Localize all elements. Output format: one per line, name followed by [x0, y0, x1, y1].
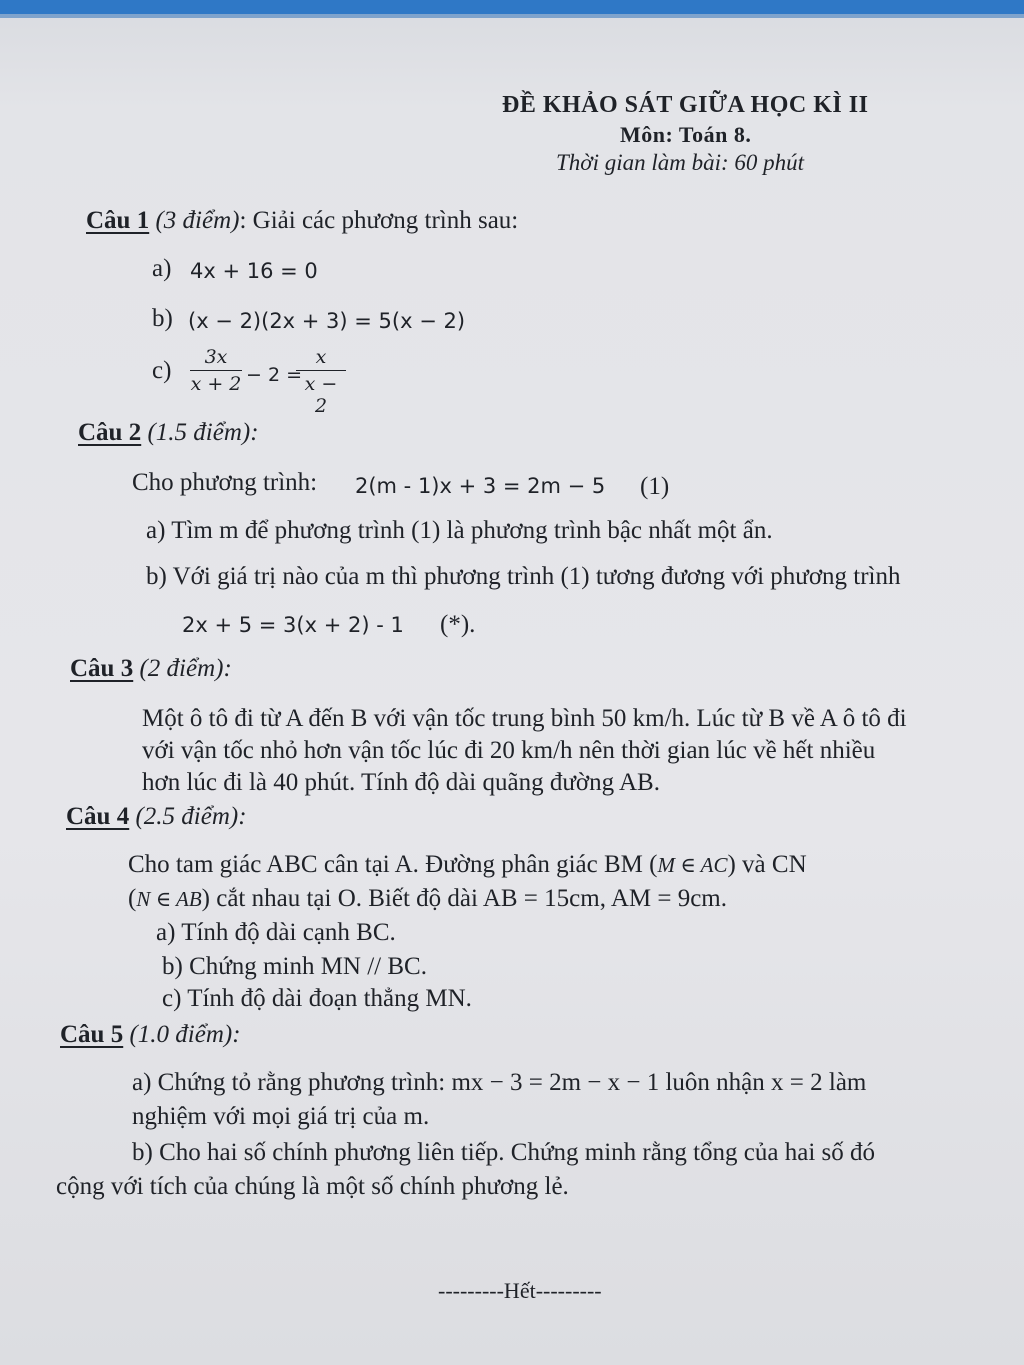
q2-points: (1.5 điểm):: [141, 419, 259, 446]
q4c-text: c) Tính độ dài đoạn thẳng MN.: [162, 985, 472, 1012]
q4-points: (2.5 điểm):: [129, 803, 247, 830]
q1a-label: a): [152, 255, 172, 282]
q5a-line-2: nghiệm với mọi giá trị của m.: [132, 1103, 430, 1130]
q2b-equation-tag: (*).: [440, 611, 476, 638]
q1c-num2: x: [315, 346, 327, 368]
q5-points: (1.0 điểm):: [123, 1021, 241, 1048]
q5a-line-1: a) Chứng tỏ rằng phương trình: mx − 3 = 2m − x − 1 luôn nhận x = 2 làm: [132, 1069, 867, 1096]
q2-label: Câu 2: [78, 419, 142, 446]
q3-line-3: hơn lúc đi là 40 phút. Tính độ dài quãng đường AB.: [142, 769, 660, 796]
q4-line-2: [128, 884, 727, 914]
q1c-den2: x − 2: [304, 373, 338, 417]
q4-line-1-text: Cho tam giác ABC cân tại A. Đường phân giác BM (: [128, 851, 658, 878]
q2-intro: Cho phương trình:: [132, 469, 318, 496]
q1c-middle: − 2 =: [246, 364, 303, 386]
fraction-bar: [296, 370, 346, 371]
q1-label: Câu 1: [86, 207, 150, 234]
q4a-text: a) Tính độ dài cạnh BC.: [156, 919, 396, 946]
q1b-equation: (x − 2)(2x + 3) = 5(x − 2): [188, 309, 466, 333]
q1-prompt: : Giải các phương trình sau:: [239, 207, 519, 234]
q1c-fraction-1: [190, 346, 242, 395]
q4-heading: [66, 802, 247, 832]
q3-heading: [70, 654, 232, 684]
fraction-bar: [190, 370, 242, 371]
q1c-num1: 3x: [204, 346, 228, 368]
q1c-label: c): [152, 357, 172, 384]
q1-heading: [86, 206, 518, 236]
q1a-equation: 4x + 16 = 0: [190, 259, 318, 283]
q5b-line-1: b) Cho hai số chính phương liên tiếp. Chứng minh rằng tổng của hai số đó: [132, 1139, 876, 1166]
q1-points: (3 điểm): [149, 207, 240, 234]
q4-line-2-end: ) cắt nhau tại O. Biết độ dài AB = 15cm, AM = 9cm.: [201, 885, 727, 912]
exam-title: ĐỀ KHẢO SÁT GIỮA HỌC KÌ II: [502, 92, 869, 118]
q4-label: Câu 4: [66, 803, 130, 830]
q5b-line-2: cộng với tích của chúng là một số chính phương lẻ.: [56, 1173, 569, 1200]
q4-line-1: [128, 850, 807, 880]
q1b-label: b): [152, 305, 173, 332]
q2-equation: 2(m - 1)x + 3 = 2m − 5: [355, 474, 606, 498]
q4-line-2-math: N ∈ AB: [136, 887, 202, 911]
q4-line-2-open: (: [128, 885, 137, 912]
exam-time: Thời gian làm bài: 60 phút: [556, 150, 805, 175]
q2-heading: [78, 418, 259, 448]
end-marker: ---------Hết---------: [438, 1278, 602, 1303]
q3-label: Câu 3: [70, 655, 134, 682]
exam-subject: Môn: Toán 8.: [620, 122, 752, 147]
q2-equation-number: (1): [640, 473, 670, 500]
q3-points: (2 điểm):: [133, 655, 232, 682]
q1c-den1: x + 2: [190, 373, 242, 395]
q3-line-1: Một ô tô đi từ A đến B với vận tốc trung bình 50 km/h. Lúc từ B về A ô tô đi: [142, 705, 907, 732]
q2b-equation: 2x + 5 = 3(x + 2) - 1: [182, 613, 404, 637]
q2a-text: a) Tìm m để phương trình (1) là phương trình bậc nhất một ẩn.: [146, 517, 773, 544]
q5-heading: [60, 1020, 241, 1050]
top-edge: [0, 0, 1024, 14]
q3-line-2: với vận tốc nhỏ hơn vận tốc lúc đi 20 km/h nên thời gian lúc về hết nhiều: [142, 737, 876, 764]
exam-paper: [0, 18, 1024, 1365]
q5-label: Câu 5: [60, 1021, 124, 1048]
q1c-fraction-2: [296, 346, 346, 417]
q4-line-1-math: M ∈ AC: [657, 853, 728, 877]
q4b-text: b) Chứng minh MN // BC.: [162, 953, 427, 980]
q4-line-1-end: ) và CN: [727, 851, 807, 878]
q2b-text: b) Với giá trị nào của m thì phương trình (1) tương đương với phương trình: [146, 563, 901, 590]
